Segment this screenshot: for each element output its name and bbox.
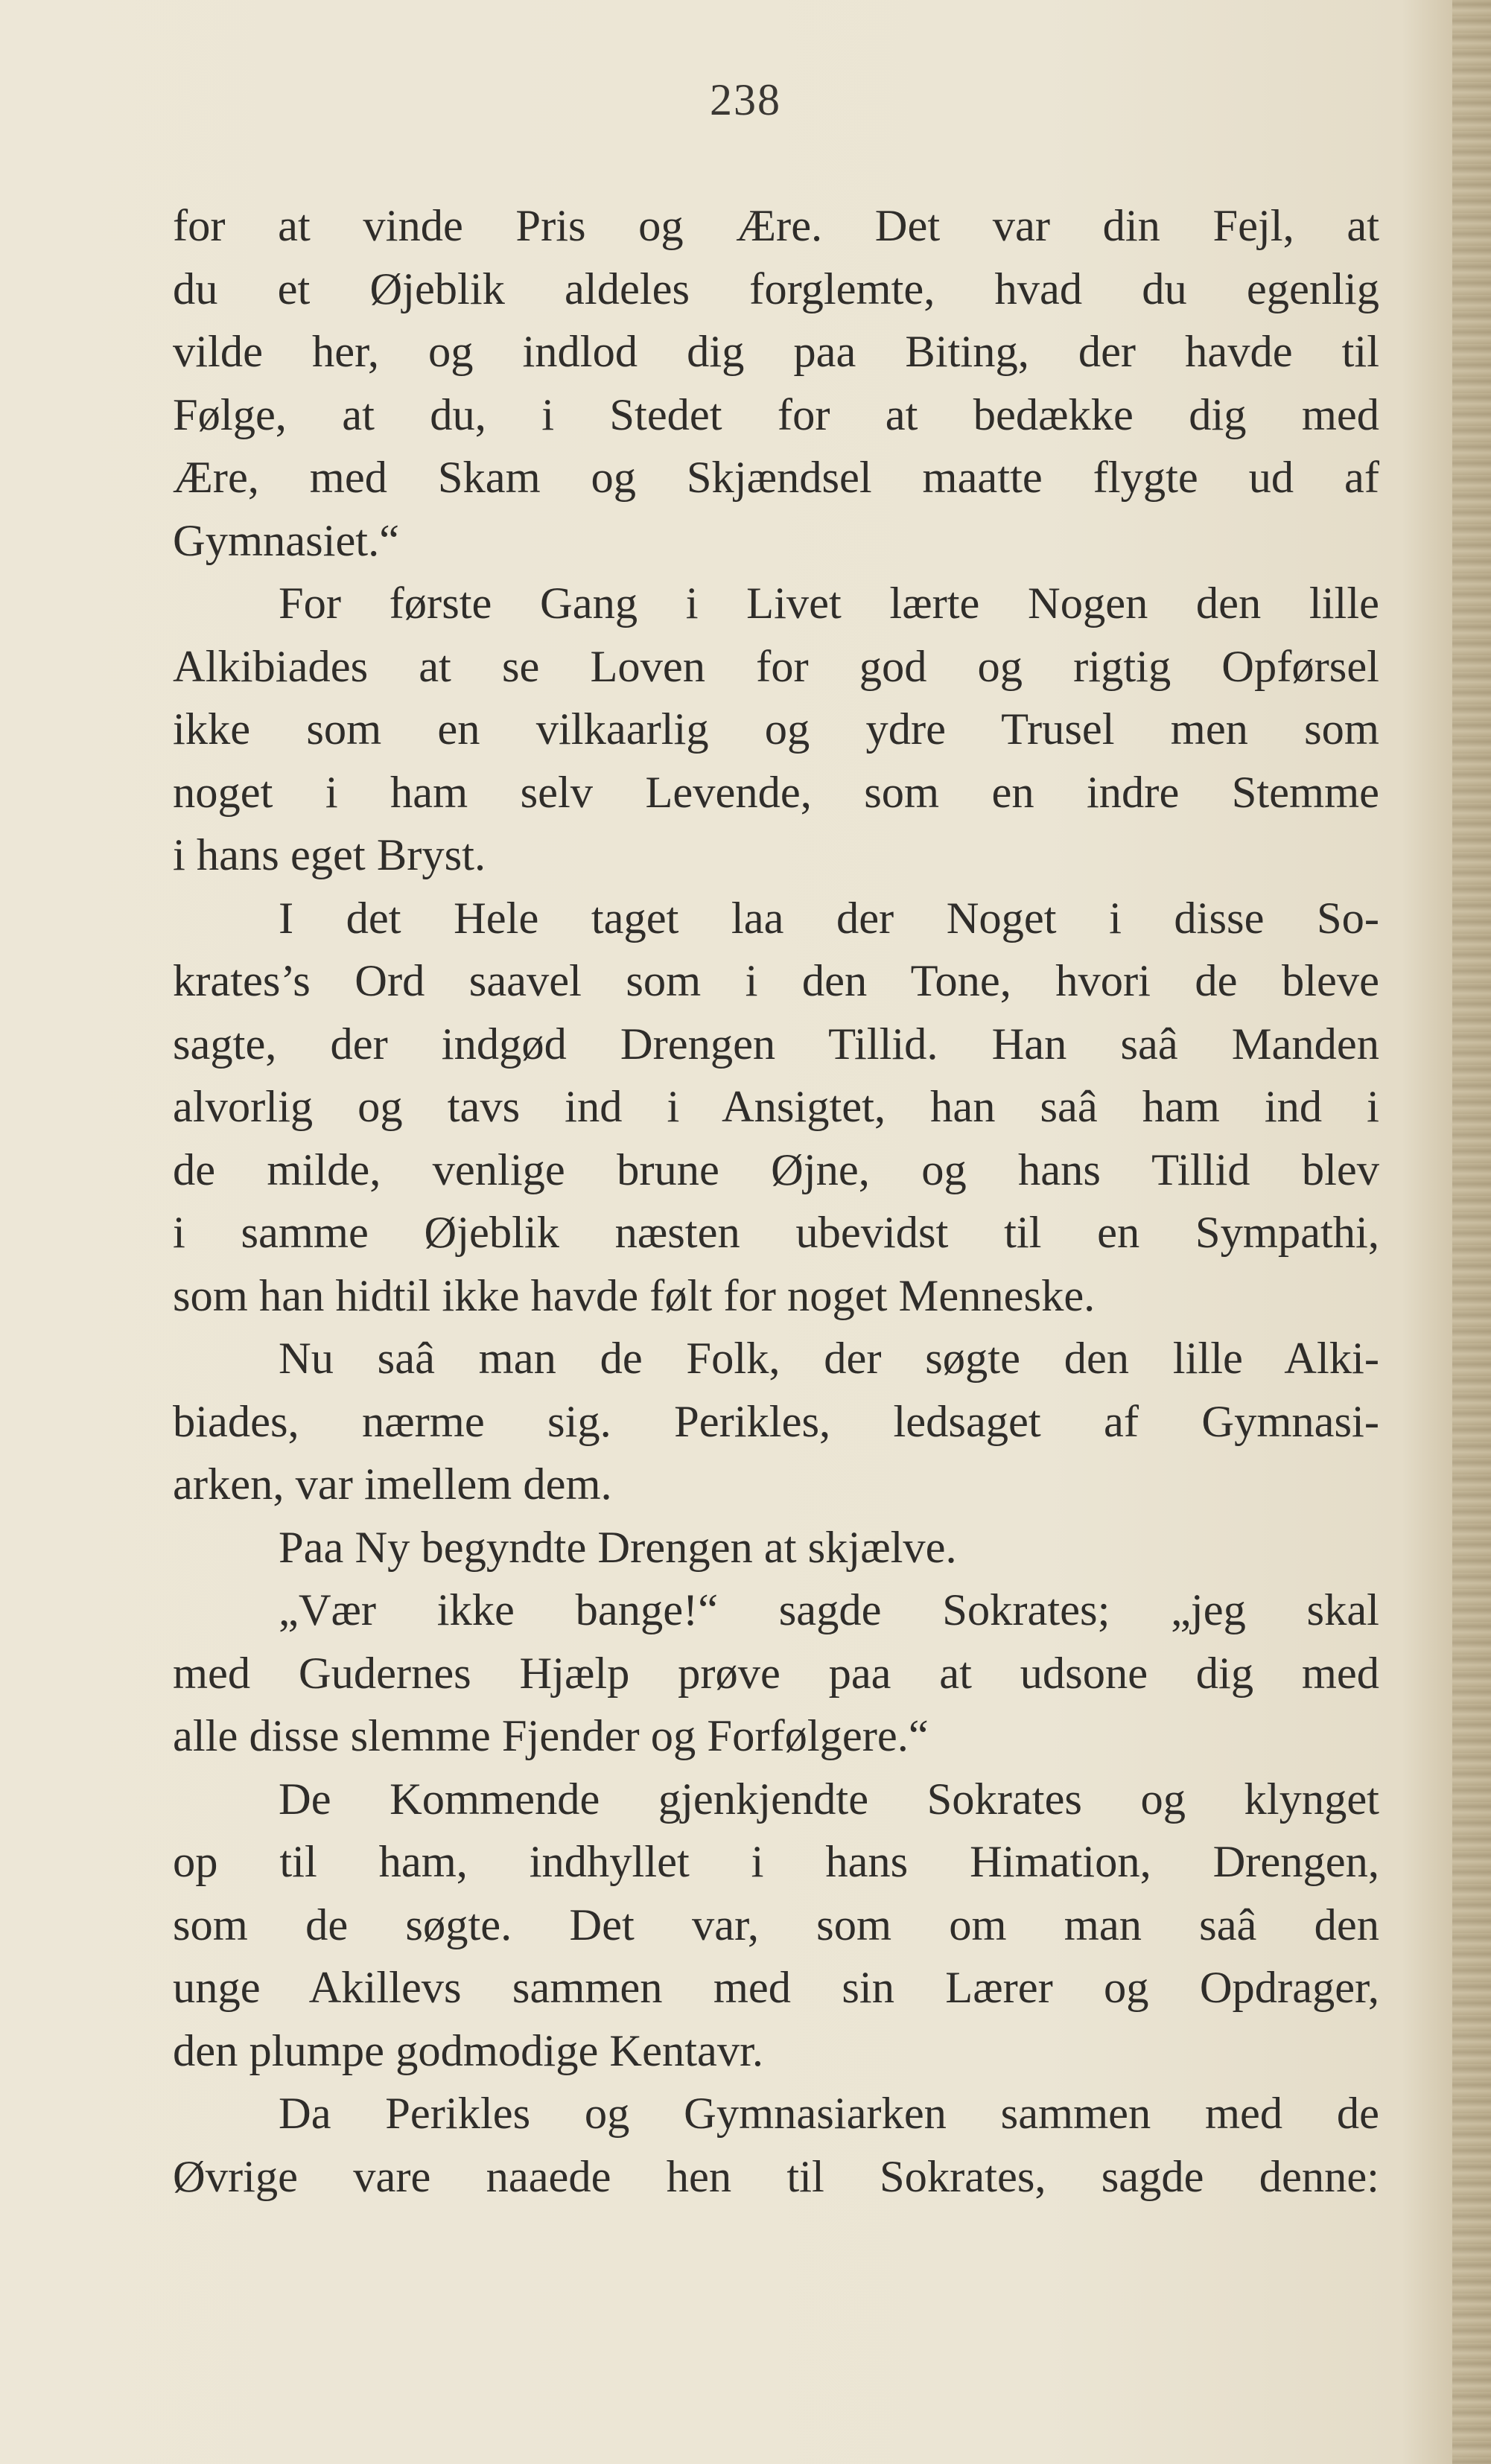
text-line: Da Perikles og Gymnasiarken sammen med de: [279, 2089, 1379, 2139]
text-line: unge Akillevs sammen med sin Lærer og Opdrager,: [173, 1963, 1379, 2013]
text-line: „Vær ikke bange!“ sagde Sokrates; „jeg skal: [279, 1585, 1379, 1635]
body-text: [173, 195, 1379, 2209]
text-line: Ære, med Skam og Skjændsel maatte flygte ud af: [173, 453, 1379, 503]
text-line: med Gudernes Hjælp prøve paa at udsone dig med: [173, 1648, 1379, 1699]
text-line: som han hidtil ikke havde følt for noget Menneske.: [173, 1270, 1096, 1321]
text-line: du et Øjeblik aldeles forglemte, hvad du egenlig: [173, 264, 1379, 314]
text-line: i hans eget Bryst.: [173, 830, 486, 880]
text-line: For første Gang i Livet lærte Nogen den lille: [279, 579, 1379, 628]
text-line: alvorlig og tavs ind i Ansigtet, han saâ ham ind i: [173, 1082, 1379, 1132]
text-line: biades, nærme sig. Perikles, ledsaget af Gymnasi-: [173, 1396, 1379, 1447]
page-number: 238: [710, 75, 781, 124]
text-line: alle disse slemme Fjender og Forfølgere.“: [173, 1711, 929, 1761]
text-line: Følge, at du, i Stedet for at bedække dig med: [173, 389, 1379, 440]
text-line: Øvrige vare naaede hen til Sokrates, sagde denne:: [173, 2151, 1379, 2202]
page-edge: [1452, 0, 1491, 2464]
text-line: arken, var imellem dem.: [173, 1459, 612, 1509]
text-line: I det Hele taget laa der Noget i disse So-: [279, 893, 1379, 943]
text-line: Nu saâ man de Folk, der søgte den lille Alki-: [279, 1334, 1379, 1384]
text-line: Alkibiades at se Loven for god og rigtig Opførsel: [173, 641, 1379, 692]
text-line: Gymnasiet.“: [173, 515, 400, 566]
text-line: op til ham, indhyllet i hans Himation, Drengen,: [173, 1837, 1379, 1887]
text-line: noget i ham selv Levende, som en indre Stemme: [173, 767, 1379, 818]
text-line: i samme Øjeblik næsten ubevidst til en Sympathi,: [173, 1208, 1379, 1258]
text-line: vilde her, og indlod dig paa Biting, der havde til: [173, 327, 1379, 377]
text-line: den plumpe godmodige Kentavr.: [173, 2025, 764, 2076]
text-line: de milde, venlige brune Øjne, og hans Tillid blev: [173, 1145, 1379, 1195]
text-line: som de søgte. Det var, som om man saâ den: [173, 1900, 1379, 1950]
text-line: for at vinde Pris og Ære. Det var din Fejl, at: [173, 201, 1379, 251]
text-line: krates’s Ord saavel som i den Tone, hvori de bleve: [173, 956, 1379, 1006]
text-line: sagte, der indgød Drengen Tillid. Han saâ Manden: [173, 1019, 1379, 1069]
text-line: De Kommende gjenkjendte Sokrates og klynget: [279, 1774, 1379, 1824]
text-line: Paa Ny begyndte Drengen at skjælve.: [279, 1522, 957, 1573]
text-line: ikke som en vilkaarlig og ydre Trusel men som: [173, 704, 1379, 754]
